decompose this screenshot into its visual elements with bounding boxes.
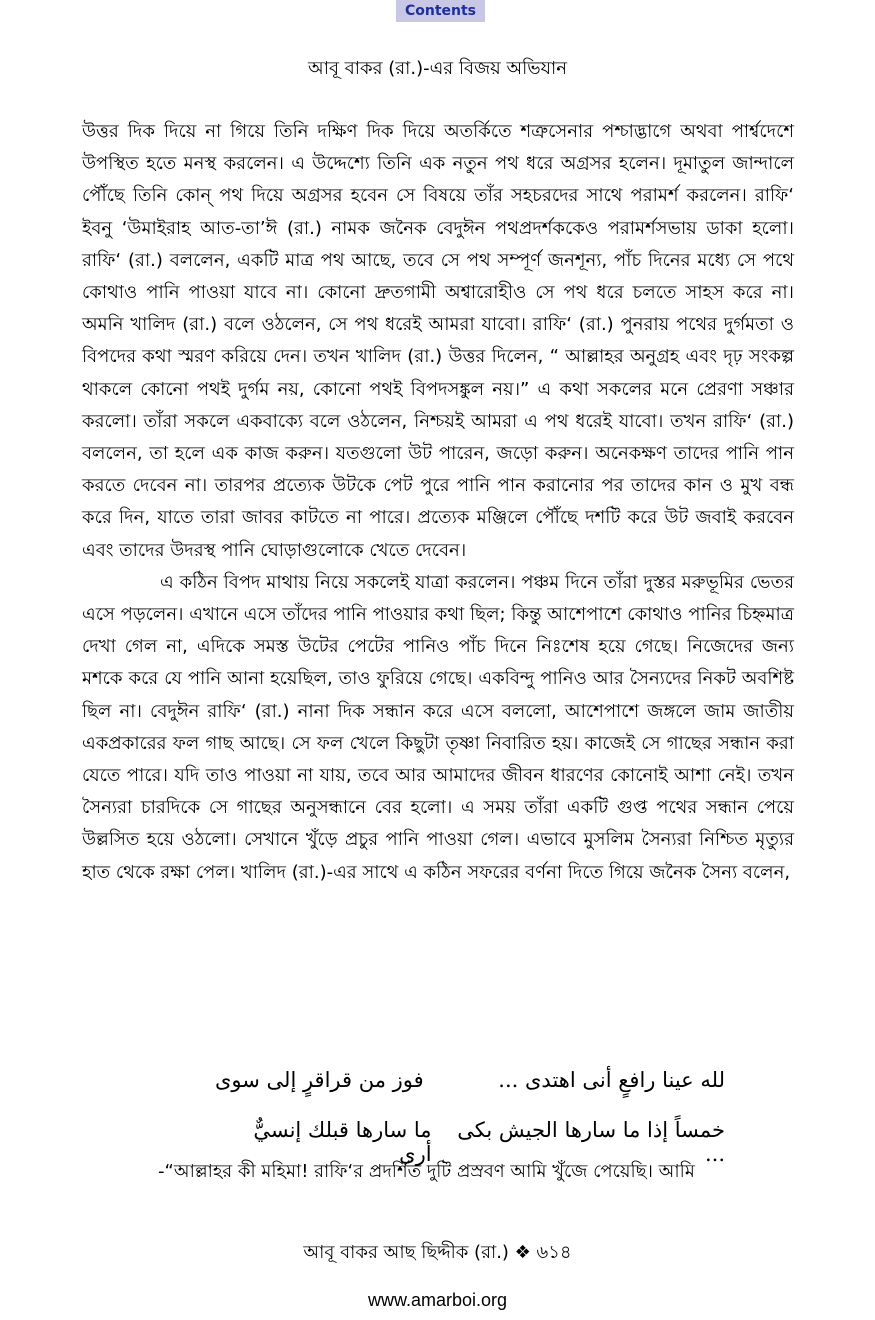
verse-translation: -“আল্লাহর কী মহিমা! রাফি‘র প্রদর্শিত দুটি প্রস্রবণ আমি খুঁজে পেয়েছি। আমি (158, 1161, 695, 1182)
arabic-verse-line-1 (215, 1068, 725, 1092)
paragraph-2: এ কঠিন বিপদ মাথায় নিয়ে সকলেই যাত্রা করলেন। পঞ্চম দিনে তাঁরা দুস্তর মরুভূমির ভেতর এসে পড়লেন। এখানে এসে তাঁদের পানি পাওয়ার কথা ছিল; কিন্তু আশেপাশে কোথাও পানির চিহ্নমাত্র দেখা গেল না, এদিকে সমস্ত উটের পেটের পানিও পাঁচ দিনে নিঃশেষ হয়ে গেছে। নিজেদের জন্য মশকে করে যে পানি আনা হয়েছিল, তাও ফুরিয়ে গেছে। একবিন্দু পানিও আর সৈন্যদের নিকট অবশিষ্ট ছিল না। বেদুঈন রাফি‘ (রা.) নানা দিক সন্ধান করে এসে বললো, আশেপাশে জঙ্গলে জাম জাতীয় একপ্রকারের ফল গাছ আছে। সে ফল খেলে কিছুটা তৃষ্ণা নিবারিত হয়। কাজেই সে গাছের সন্ধান করা যেতে পারে। যদি তাও পাওয়া না যায়, তবে আর আমাদের জীবন ধারণের কোনোই আশা নেই। তখন সৈন্যরা চারদিকে সে গাছের অনুসন্ধানে বের হলো। এ সময় তাঁরা একটি গুপ্ত পথের সন্ধান পেয়ে উল্লসিত হয়ে ওঠলো। সেখানে খুঁড়ে প্রচুর পানি পাওয়া গেল। এভাবে মুসলিম সৈন্যরা নিশ্চিত মৃত্যুর হাত থেকে রক্ষা পেল। খালিদ (রা.)-এর সাথে এ কঠিন সফরের বর্ণনা দিতে গিয়ে জনৈক সৈন্য বলেন, (82, 571, 794, 883)
verse-2-first-hemistich: خمساً إذا ما سارها الجيش بكى ... (457, 1118, 725, 1166)
running-title: আবূ বাকর (রা.)-এর বিজয় অভিযান (308, 58, 567, 79)
page-footer: আবূ বাকর আছ ছিদ্দীক (রা.) ❖ ৬১৪ (303, 1242, 572, 1263)
verse-1-second-hemistich: فوز من قراقرٍ إلى سوى (215, 1068, 424, 1092)
verse-1-first-hemistich: لله عينا رافعٍ أنى اهتدى ... (498, 1068, 725, 1092)
paragraph-1: উত্তর দিক দিয়ে না গিয়ে তিনি দক্ষিণ দিক দিয়ে অতর্কিতে শত্রুসেনার পশ্চাদ্ভাগে অথবা পার্শ্বদেশে উপস্থিত হতে মনস্থ করলেন। এ উদ্দেশ্যে তিনি এক নতুন পথ ধরে অগ্রসর হলেন। দূমাতুল জান্দালে পৌঁছে তিনি কোন্ পথ দিয়ে অগ্রসর হবেন সে বিষয়ে তাঁর সহচরদের সাথে পরামর্শ করলেন। রাফি‘ ইবনু ‘উমাইরাহ আত-তা’ঈ (রা.) নামক জনৈক বেদুঈন পথপ্রদর্শককেও পরামর্শসভায় ডাকা হলো। রাফি‘ (রা.) বললেন, একটি মাত্র পথ আছে, তবে সে পথ সম্পূর্ণ জনশূন্য, পাঁচ দিনের মধ্যে সে পথে কোথাও পানি পাওয়া যাবে না। কোনো দ্রুতগামী অশ্বারোহীও সে পথ ধরে চলতে সাহস করে না। অমনি খালিদ (রা.) বলে ওঠলেন, সে পথ ধরেই আমরা যাবো। রাফি‘ (রা.) পুনরায় পথের দুর্গমতা ও বিপদের কথা স্মরণ করিয়ে দেন। তখন খালিদ (রা.) উত্তর দিলেন, “ আল্লাহর অনুগ্রহ এবং দৃঢ় সংকল্প থাকলে কোনো পথই দুর্গম নয়, কোনো পথই বিপদসঙ্কুল নয়।” এ কথা সকলের মনে প্রেরণা সঞ্চার করলো। তাঁরা সকলে একবাক্যে বলে ওঠলেন, নিশ্চয়ই আমরা এ পথ ধরেই যাবো। তখন রাফি‘ (রা.) বললেন, তা হলে এক কাজ করুন। যতগুলো উট পারেন, জড়ো করুন। অনেকক্ষণ তাদের পানি পান করতে দেবেন না। তারপর প্রত্যেক উটকে পেট পুরে পানি পান করানোর পর তাদের কান ও মুখ বন্ধ করে দিন, যাতে তারা জাবর কাটতে না পারে। প্রত্যেক মঞ্জিলে পৌঁছে দশটি করে উট জবাই করবেন এবং তাদের উদরস্থ পানি ঘোড়াগুলোকে খেতে দেবেন। (82, 121, 794, 561)
site-url[interactable]: www.amarboi.org (367, 1290, 508, 1310)
verse-2-second-hemistich: ما سارها قبلك إنسيٌّ أرى (253, 1118, 432, 1166)
contents-button[interactable]: Contents (396, 0, 485, 22)
body-text (82, 116, 794, 889)
